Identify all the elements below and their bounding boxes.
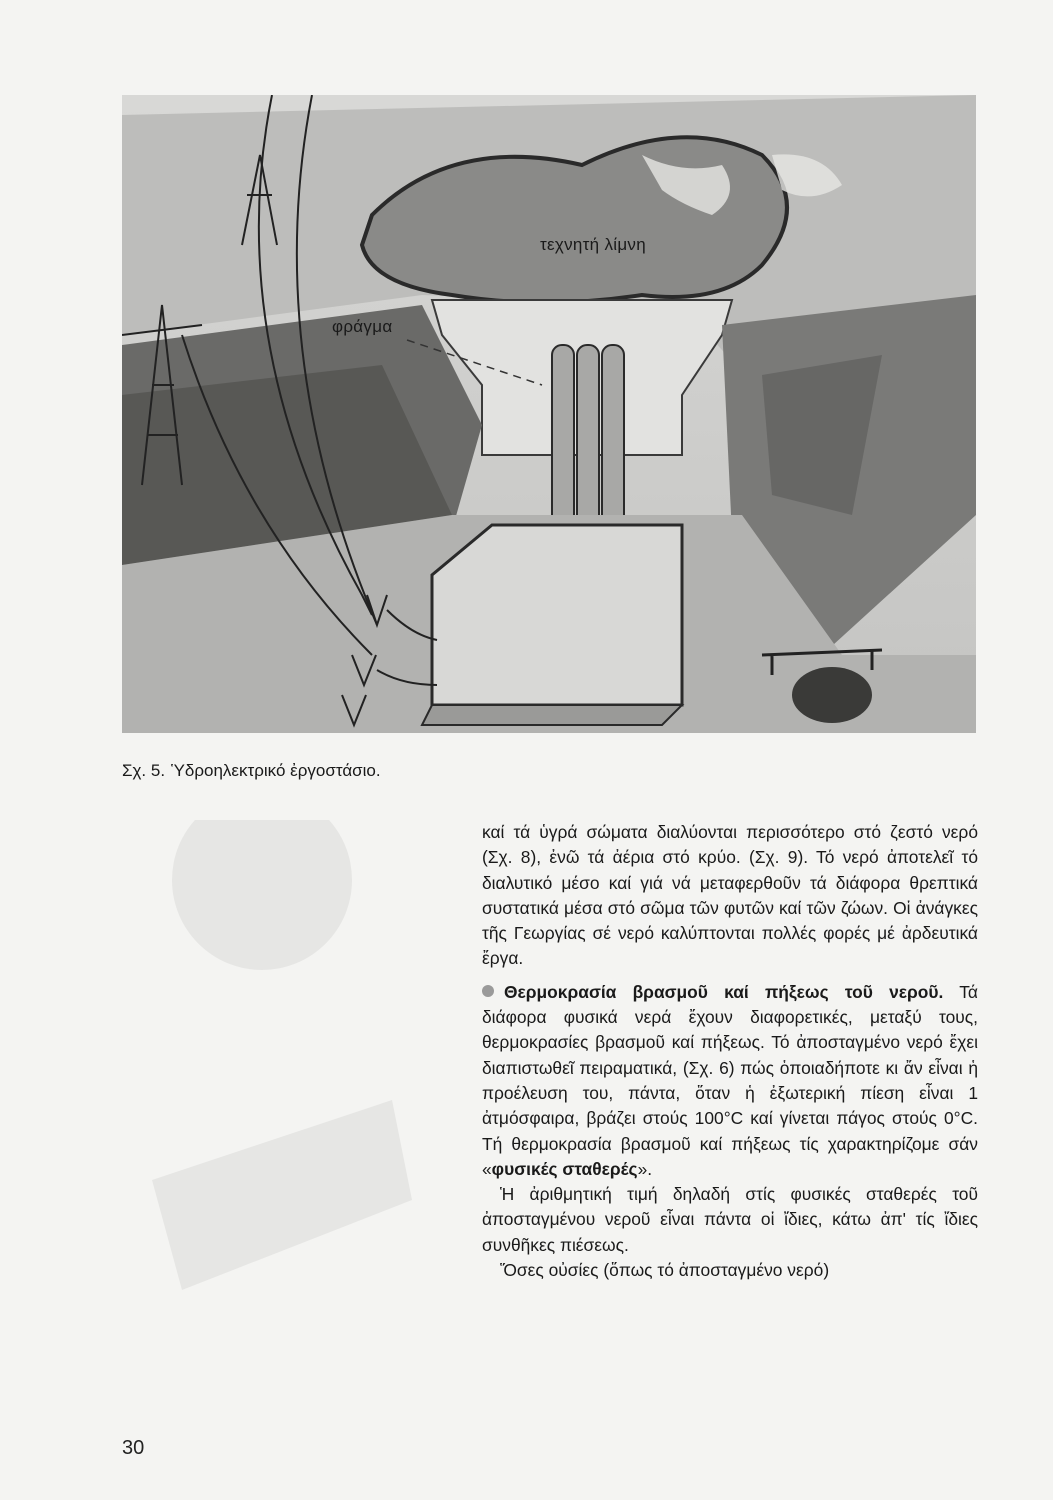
- paragraph-1: καί τά ὑγρά σώματα διαλύονται περισσότερο στό ζεστό νερό (Σχ. 8), ἐνῶ τά ἀέρια στό κρύο. (Σχ. 9). Τό νερό ἀποτελεῖ τό διαλυτικό μέσο καί γιά νά μεταφερθοῦν τά διάφορα θρεπτικά συστατικά μέσα στό σῶμα τῶν φυτῶν καί τῶν ζώων. Οἱ ἀνάγκες τῆς Γεωργίας σέ νερό καλύπτονται πολλές φορές μέ ἀρδευτικά ἔργα.: [482, 822, 978, 969]
- paragraph-2: [482, 980, 978, 1182]
- show-through-shading: [122, 820, 442, 1340]
- page-number: 30: [122, 1437, 145, 1459]
- paragraph-2-end: ».: [637, 1158, 653, 1179]
- figure-caption: [122, 760, 422, 782]
- caption-text: Ὑδροηλεκτρικό ἐργοστάσιο.: [171, 761, 381, 780]
- paragraph-4: Ὅσες οὐσίες (ὅπως τό ἀποσταγμένο νερό): [500, 1260, 830, 1281]
- body-text-column: [482, 820, 978, 1283]
- paragraph-2-bold: φυσικές σταθερές: [491, 1158, 638, 1179]
- lake-label: τεχνητή λίμνη: [540, 235, 646, 254]
- section-heading: Θερμοκρασία βρασμοῦ καί πήξεως τοῦ νεροῦ.: [504, 981, 944, 1002]
- paragraph-3: Ἡ ἀριθμητική τιμή δηλαδή στίς φυσικές σταθερές τοῦ ἀποσταγμένου νεροῦ εἶναι πάντα οἱ ἴδιες, κάτω ἀπ' τίς ἴδιες συνθῆκες πιέσεως.: [482, 1184, 978, 1255]
- illustration-drawing: [122, 95, 976, 733]
- hydroelectric-illustration: [122, 95, 976, 733]
- paragraph-2-text: Τά διάφορα φυσικά νερά ἔχουν διαφορετικές, μεταξύ τους, θερμοκρασίες βρασμοῦ καί πήξεως. Τό ἀποσταγμένο νερό ἔχει διαπιστωθεῖ πειραματικά, (Σχ. 6) πώς ὁποιαδήποτε κι ἄν εἶναι ἡ προέλευση του, πάντα, ὅταν ἡ ἐξωτερική πίεση εἶναι 1 ἀτμόσφαιρα, βράζει στούς 100°C καί γίνεται πάγος στούς 0°C. Τή θερμοκρασία βρασμοῦ καί πήξεως τίς χαρακτηρίζομε σάν «: [482, 981, 978, 1179]
- bullet-icon: [482, 985, 494, 997]
- dam-label: φράγμα: [332, 317, 393, 336]
- caption-number: Σχ. 5.: [122, 761, 166, 780]
